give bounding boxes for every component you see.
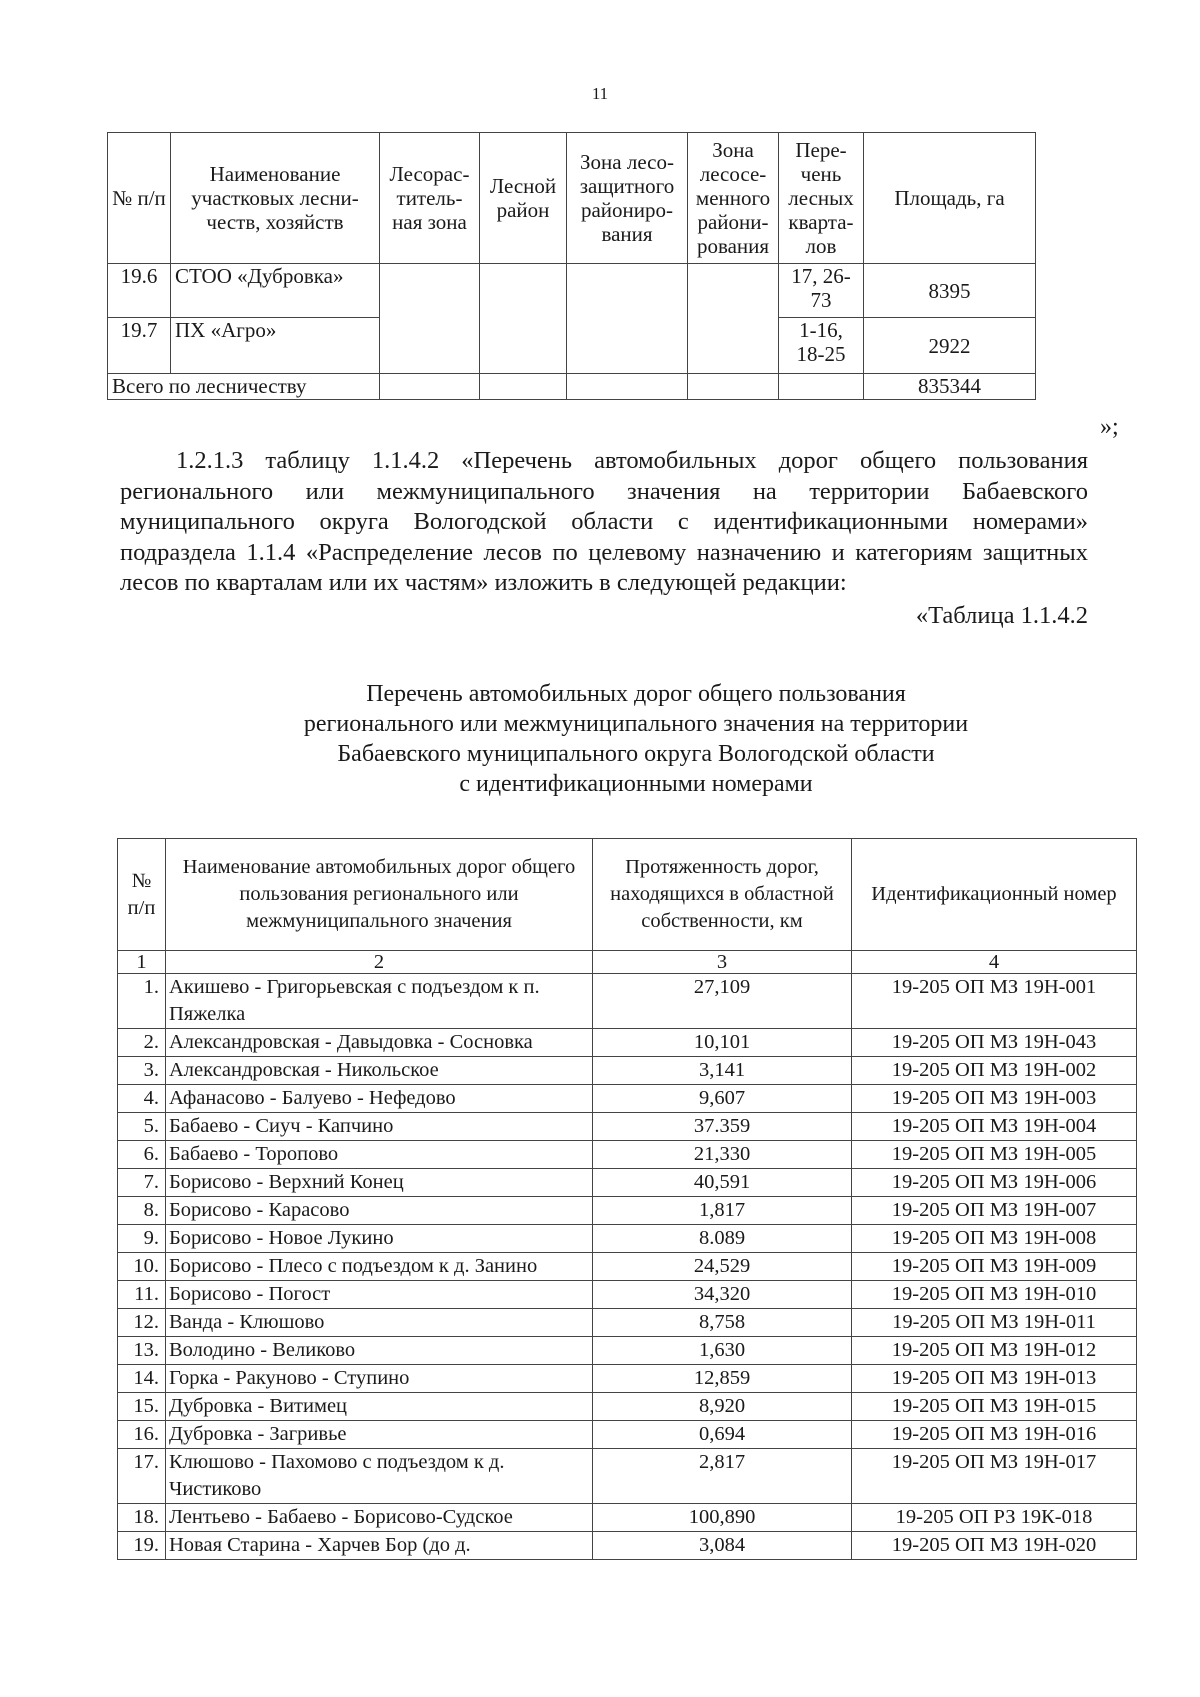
- roads-table-body: [118, 974, 1137, 1560]
- row-length: 40,591: [593, 1169, 852, 1197]
- row-quarters: 17, 26-73: [779, 264, 864, 318]
- table-row: [118, 1281, 1137, 1309]
- row-id: 19-205 ОП МЗ 19Н-008: [852, 1225, 1137, 1253]
- row-road-name: Борисово - Новое Лукино: [166, 1225, 593, 1253]
- row-length: 100,890: [593, 1504, 852, 1532]
- row-length: 10,101: [593, 1029, 852, 1057]
- row-id: 19-205 ОП МЗ 19Н-012: [852, 1337, 1137, 1365]
- empty-cell: [480, 374, 567, 400]
- row-name: СТОО «Дубровка»: [171, 264, 380, 318]
- header-district: Лесной район: [480, 133, 567, 264]
- empty-cell: [688, 374, 779, 400]
- row-road-name: Александровская - Никольское: [166, 1057, 593, 1085]
- row-road-name: Ванда - Клюшово: [166, 1309, 593, 1337]
- row-num: 17.: [118, 1449, 166, 1504]
- row-id: 19-205 ОП МЗ 19Н-001: [852, 974, 1137, 1029]
- row-length: 1,817: [593, 1197, 852, 1225]
- row-zone: [380, 264, 480, 374]
- header-area: Площадь, га: [864, 133, 1036, 264]
- row-num: 6.: [118, 1141, 166, 1169]
- row-length: 27,109: [593, 974, 852, 1029]
- row-num: 8.: [118, 1197, 166, 1225]
- row-road-name: Акишево - Григорьевская с подъездом к п. Пяжелка: [166, 974, 593, 1029]
- table-header-row: [118, 839, 1137, 951]
- row-id: 19-205 ОП МЗ 19Н-010: [852, 1281, 1137, 1309]
- header-name: Наименование участковых лесни-честв, хозяйств: [171, 133, 380, 264]
- col-num: 1: [118, 951, 166, 974]
- row-length: 0,694: [593, 1421, 852, 1449]
- header-zone: Лесорас-титель-ная зона: [380, 133, 480, 264]
- row-length: 21,330: [593, 1141, 852, 1169]
- table-row: [118, 1421, 1137, 1449]
- row-id: 19-205 ОП МЗ 19Н-015: [852, 1393, 1137, 1421]
- row-id: 19-205 ОП МЗ 19Н-043: [852, 1029, 1137, 1057]
- row-num: 10.: [118, 1253, 166, 1281]
- row-num: 4.: [118, 1085, 166, 1113]
- row-num: 3.: [118, 1057, 166, 1085]
- row-id: 19-205 ОП МЗ 19Н-011: [852, 1309, 1137, 1337]
- row-num: 14.: [118, 1365, 166, 1393]
- row-length: 2,817: [593, 1449, 852, 1504]
- row-num: 2.: [118, 1029, 166, 1057]
- row-road-name: Борисово - Плесо с подъездом к д. Занино: [166, 1253, 593, 1281]
- row-road-name: Новая Старина - Харчев Бор (до д.: [166, 1532, 593, 1560]
- row-length: 8,758: [593, 1309, 852, 1337]
- table-row: [118, 1253, 1137, 1281]
- total-label: Всего по лесничеству: [108, 374, 380, 400]
- header-seed-zone: Зона лесосе-менного райони-рования: [688, 133, 779, 264]
- table-row: [118, 1197, 1137, 1225]
- table-title: [0, 679, 1200, 799]
- title-line: с идентификационными номерами: [459, 771, 813, 797]
- row-road-name: Бабаево - Сиуч - Капчино: [166, 1113, 593, 1141]
- table-row: [118, 1029, 1137, 1057]
- table-label: «Таблица 1.1.4.2: [915, 602, 1088, 629]
- page-number: 11: [591, 84, 609, 103]
- header-road-name: Наименование автомобильных дорог общего пользования регионального или межмуниципального значения: [166, 839, 593, 951]
- row-district: [480, 264, 567, 374]
- row-area: 2922: [864, 318, 1036, 374]
- closing-quote: »;: [1100, 414, 1119, 440]
- row-num: 11.: [118, 1281, 166, 1309]
- table-total-row: [108, 374, 1036, 400]
- row-length: 9,607: [593, 1085, 852, 1113]
- row-road-name: Володино - Великово: [166, 1337, 593, 1365]
- table-row: [118, 1141, 1137, 1169]
- row-num: 16.: [118, 1421, 166, 1449]
- table-row: [108, 264, 1036, 318]
- row-length: 3,084: [593, 1532, 852, 1560]
- row-id: 19-205 ОП МЗ 19Н-020: [852, 1532, 1137, 1560]
- row-protective-zone: [567, 264, 688, 374]
- row-id: 19-205 ОП МЗ 19Н-016: [852, 1421, 1137, 1449]
- forestry-table: [107, 132, 1036, 400]
- row-length: 8,920: [593, 1393, 852, 1421]
- row-length: 3,141: [593, 1057, 852, 1085]
- row-id: 19-205 ОП МЗ 19Н-009: [852, 1253, 1137, 1281]
- table-row: [118, 1085, 1137, 1113]
- row-id: 19-205 ОП МЗ 19Н-002: [852, 1057, 1137, 1085]
- table-row: [118, 1057, 1137, 1085]
- row-road-name: Лентьево - Бабаево - Борисово-Судское: [166, 1504, 593, 1532]
- roads-table: [117, 838, 1137, 1560]
- table-row: [118, 1393, 1137, 1421]
- total-area: 835344: [864, 374, 1036, 400]
- table-row: [118, 1309, 1137, 1337]
- table-row: [118, 1532, 1137, 1560]
- row-length: 8.089: [593, 1225, 852, 1253]
- table-row: [118, 1504, 1137, 1532]
- row-quarters: 1-16, 18-25: [779, 318, 864, 374]
- header-quarters: Пере-чень лесных кварта-лов: [779, 133, 864, 264]
- row-num: 15.: [118, 1393, 166, 1421]
- row-num: 12.: [118, 1309, 166, 1337]
- row-id: 19-205 ОП МЗ 19Н-003: [852, 1085, 1137, 1113]
- row-id: 19-205 ОП МЗ 19Н-005: [852, 1141, 1137, 1169]
- row-road-name: Александровская - Давыдовка - Сосновка: [166, 1029, 593, 1057]
- table-row: [118, 1365, 1137, 1393]
- table-row: [118, 1337, 1137, 1365]
- table-row: [118, 974, 1137, 1029]
- row-id: 19-205 ОП РЗ 19К-018: [852, 1504, 1137, 1532]
- empty-cell: [567, 374, 688, 400]
- row-id: 19-205 ОП МЗ 19Н-007: [852, 1197, 1137, 1225]
- col-num: 4: [852, 951, 1137, 974]
- row-num: 7.: [118, 1169, 166, 1197]
- header-id: Идентификационный номер: [852, 839, 1137, 951]
- row-road-name: Борисово - Верхний Конец: [166, 1169, 593, 1197]
- table-row: [118, 1113, 1137, 1141]
- row-num: 19.7: [108, 318, 171, 374]
- amendment-paragraph: [120, 446, 1088, 599]
- empty-cell: [380, 374, 480, 400]
- row-id: 19-205 ОП МЗ 19Н-013: [852, 1365, 1137, 1393]
- column-numbers-row: [118, 951, 1137, 974]
- row-road-name: Борисово - Карасово: [166, 1197, 593, 1225]
- row-id: 19-205 ОП МЗ 19Н-017: [852, 1449, 1137, 1504]
- table-row: [118, 1169, 1137, 1197]
- row-road-name: Бабаево - Торопово: [166, 1141, 593, 1169]
- table-header-row: [108, 133, 1036, 264]
- row-road-name: Борисово - Погост: [166, 1281, 593, 1309]
- header-length: Протяженность дорог, находящихся в областной собственности, км: [593, 839, 852, 951]
- row-road-name: Клюшово - Пахомово с подъездом к д. Чистиково: [166, 1449, 593, 1504]
- row-num: 19.: [118, 1532, 166, 1560]
- row-road-name: Горка - Ракуново - Ступино: [166, 1365, 593, 1393]
- title-line: регионального или межмуниципального значения на территории: [303, 711, 969, 737]
- paragraph-text: 1.2.1.3 таблицу 1.1.4.2 «Перечень автомобильных дорог общего пользования регионального или межмуниципального значения на территории Бабаевского муниципального округа Вологодской области с идентификационными номерами» подраздела 1.1.4 «Распределение лесов по целевому назначению и категориям защитных лесов по кварталам или их частям» изложить в следующей редакции:: [120, 447, 1088, 596]
- row-name: ПХ «Агро»: [171, 318, 380, 374]
- row-id: 19-205 ОП МЗ 19Н-006: [852, 1169, 1137, 1197]
- row-num: 1.: [118, 974, 166, 1029]
- header-protective-zone: Зона лесо-защитного райониро-вания: [567, 133, 688, 264]
- table-row: [118, 1449, 1137, 1504]
- col-num: 3: [593, 951, 852, 974]
- row-length: 1,630: [593, 1337, 852, 1365]
- row-area: 8395: [864, 264, 1036, 318]
- row-length: 24,529: [593, 1253, 852, 1281]
- row-road-name: Афанасово - Балуево - Нефедово: [166, 1085, 593, 1113]
- row-num: 5.: [118, 1113, 166, 1141]
- row-length: 12,859: [593, 1365, 852, 1393]
- header-num: № п/п: [108, 133, 171, 264]
- row-id: 19-205 ОП МЗ 19Н-004: [852, 1113, 1137, 1141]
- row-num: 9.: [118, 1225, 166, 1253]
- row-road-name: Дубровка - Витимец: [166, 1393, 593, 1421]
- row-road-name: Дубровка - Загривье: [166, 1421, 593, 1449]
- header-num: № п/п: [118, 839, 166, 951]
- col-num: 2: [166, 951, 593, 974]
- row-num: 13.: [118, 1337, 166, 1365]
- table-row: [118, 1225, 1137, 1253]
- empty-cell: [779, 374, 864, 400]
- row-num: 18.: [118, 1504, 166, 1532]
- row-num: 19.6: [108, 264, 171, 318]
- row-length: 34,320: [593, 1281, 852, 1309]
- row-length: 37.359: [593, 1113, 852, 1141]
- title-line: Перечень автомобильных дорог общего пользования: [366, 681, 906, 707]
- row-seed-zone: [688, 264, 779, 374]
- title-line: Бабаевского муниципального округа Вологодской области: [337, 741, 935, 767]
